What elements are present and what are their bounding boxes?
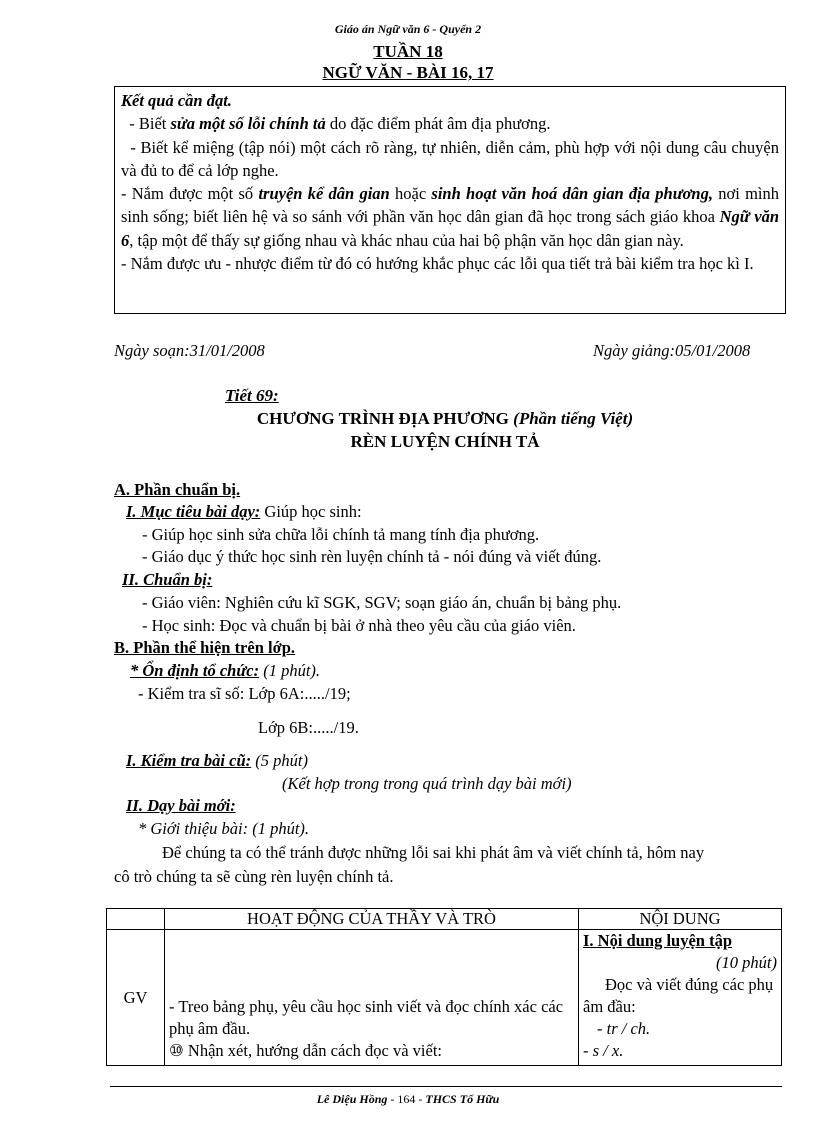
content-item-2: - s / x.	[583, 1041, 624, 1060]
lesson-heading: RÈN LUYỆN CHÍNH TẢ	[350, 432, 540, 451]
goal-2: - Giáo dục ý thức học sinh rèn luyện chính tả - nói đúng và viết đúng.	[142, 547, 602, 566]
footer-divider	[110, 1086, 782, 1087]
header-blank-cell	[107, 909, 165, 930]
role-cell: GV	[107, 930, 165, 1066]
part-b-heading: B. Phần thể hiện trên lớp.	[114, 638, 296, 657]
objective-2: - Biết kể miệng (tập nói) một cách rõ ràng, tự nhiên, diễn cảm, phù hợp với nội dung câu chuyện và đủ to để cả lớp nghe.	[121, 137, 779, 180]
intro-text-2: cô trò chúng ta sẽ cùng rèn luyện chính tả.	[114, 867, 394, 886]
period-number: Tiết 69:	[225, 386, 279, 405]
stabilize-line: * Ổn định tổ chức: (1 phút).	[130, 661, 321, 680]
header-content: NỘI DUNG	[579, 909, 782, 930]
intro-text-1: Để chúng ta có thể tránh được những lỗi sai khi phát âm và viết chính tả, hôm nay	[162, 843, 705, 862]
attendance-6b: Lớp 6B:...../19.	[258, 718, 359, 737]
content-title: I. Nội dung luyện tập	[583, 931, 733, 950]
check-line: I. Kiểm tra bài cũ: (5 phút)	[126, 751, 308, 770]
content-cell	[579, 930, 782, 1066]
header-activity: HOẠT ĐỘNG CỦA THẦY VÀ TRÒ	[165, 909, 579, 930]
objective-4: - Nắm được ưu - nhược điểm từ đó có hướng khắc phục các lỗi qua tiết trả bài kiểm tra học kì I.	[121, 254, 754, 274]
goals-line: I. Mục tiêu bài dạy: Giúp học sinh:	[126, 502, 362, 521]
activity-instruction: - Treo bảng phụ, yêu cầu học sinh viết và đọc chính xác các phụ âm đầu.	[169, 997, 564, 1038]
prep-teacher: - Giáo viên: Nghiên cứu kĩ SGK, SGV; soạn giáo án, chuẩn bị bảng phụ.	[142, 593, 622, 612]
objective-3: - Nắm được một số truyện kể dân gian hoặc sinh hoạt văn hoá dân gian địa phương, nơi mình sinh sống; biết liên hệ và so sánh với phần văn học dân gian đã học trong sách giáo khoa Ngữ văn 6, tập một để thấy sự giống nhau và khác nhau của hai bộ phận văn học dân gian này.	[121, 184, 779, 250]
week-title: TUẦN 18	[373, 42, 443, 61]
activity-table	[106, 908, 782, 1066]
goal-1: - Giúp học sinh sửa chữa lỗi chính tả mang tính địa phương.	[142, 525, 540, 544]
page-footer: Lê Diệu Hồng - 164 - THCS Tố Hữu	[316, 1092, 500, 1106]
prep-student: - Học sinh: Đọc và chuẩn bị bài ở nhà theo yêu cầu của giáo viên.	[142, 616, 576, 635]
content-text: Đọc và viết đúng các phụ âm đầu:	[583, 975, 774, 1016]
date-prepared: Ngày soạn:31/01/2008	[114, 341, 265, 360]
objectives-title: Kết quả cần đạt.	[121, 91, 232, 110]
check-note: (Kết hợp trong trong quá trình dạy bài mới)	[282, 774, 572, 793]
content-time: (10 phút)	[716, 953, 777, 972]
attendance-6a: - Kiểm tra sĩ số: Lớp 6A:...../19;	[138, 684, 351, 703]
objectives-box	[114, 86, 786, 314]
table-row	[107, 930, 782, 1066]
program-title: CHƯƠNG TRÌNH ĐỊA PHƯƠNG (Phần tiếng Việt)	[256, 409, 634, 428]
prep-heading: II. Chuẩn bị:	[122, 570, 213, 589]
activity-cell	[165, 930, 579, 1066]
objective-1: - Biết sửa một số lỗi chính tả do đặc điểm phát âm địa phương.	[129, 114, 551, 134]
part-a-heading: A. Phần chuẩn bị.	[114, 480, 241, 499]
intro-line: * Giới thiệu bài: (1 phút).	[138, 819, 310, 838]
activity-comment: ⑩ Nhận xét, hướng dẫn cách đọc và viết:	[169, 1041, 442, 1060]
date-taught: Ngày giảng:05/01/2008	[593, 341, 751, 360]
content-item-1: - tr / ch.	[597, 1019, 651, 1038]
table-header-row	[107, 909, 782, 930]
new-lesson-heading: II. Dạy bài mới:	[126, 796, 236, 815]
lesson-title: NGỮ VĂN - BÀI 16, 17	[322, 63, 494, 82]
running-header: Giáo án Ngữ văn 6 - Quyển 2	[334, 22, 482, 36]
